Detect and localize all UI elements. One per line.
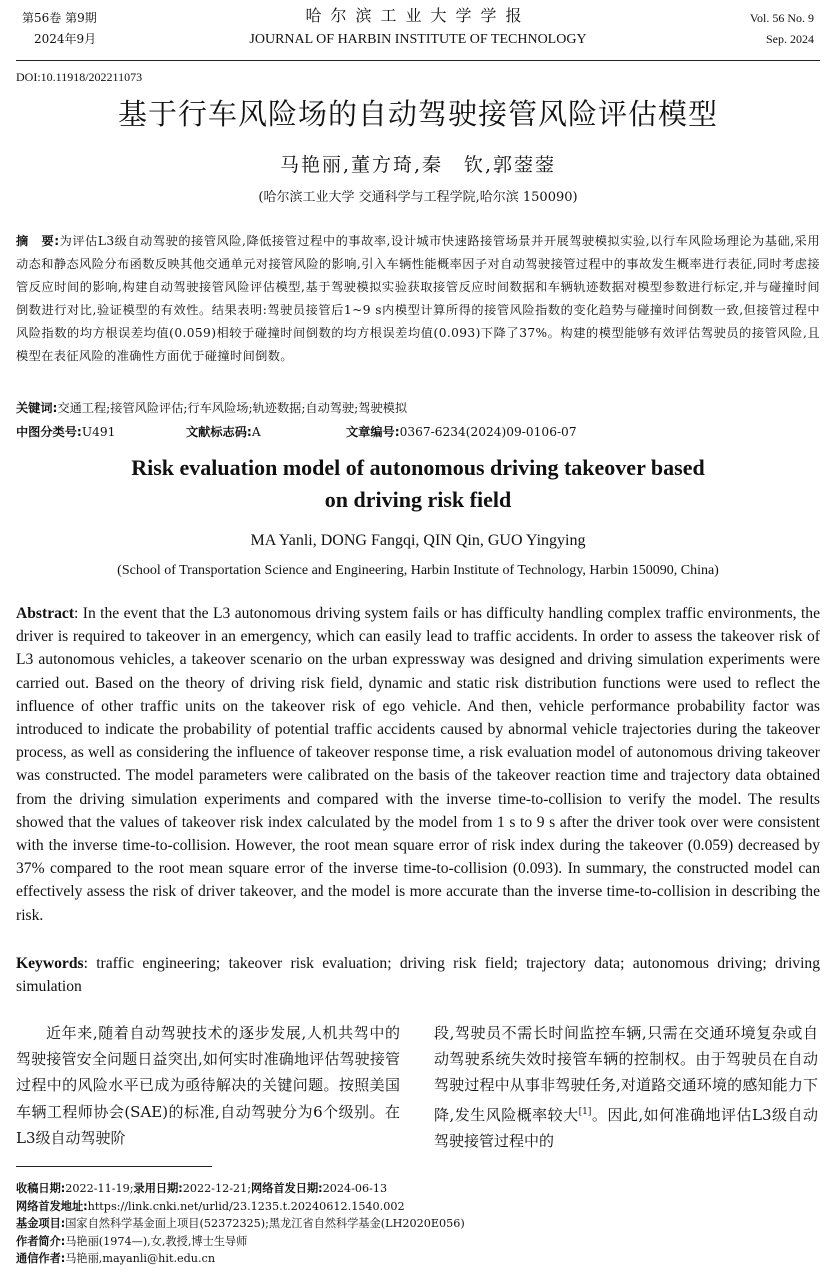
authors-cn: 马艳丽,董方琦,秦 钦,郭蓥蓥 bbox=[279, 154, 557, 176]
header-rule bbox=[16, 60, 820, 61]
body-right-text-b: 。因此,如何准确地评估L3级自动驾驶接管过程中的 bbox=[434, 1105, 818, 1150]
accepted-label: 录用日期: bbox=[133, 1182, 183, 1195]
keywords-cn bbox=[16, 398, 820, 418]
clc-number bbox=[16, 422, 115, 442]
journal-name-cn: 哈尔滨工业大学学报 bbox=[305, 6, 531, 25]
received-date: 2022-11-19; bbox=[65, 1182, 134, 1195]
journal-masthead bbox=[200, 5, 636, 53]
abstract-en-text: : In the event that the L3 autonomous driving system fails or has difficulty handling complex traffic environments, the driver is required to takeover in an emergency, which can easily lead to traffic accidents. In order to assess the takeover risk of L3 autonomous vehicles, a takeover scenario on the urban expressway was designed and driving simulation experiments were carried out. Based on the theory of driving risk field, dynamic and static risk distribution functions were used to reflect the influence of other traffic units on the takeover risk of ego vehicle. And then, vehicle performance probability factor was introduced to indicate the probability of potential traffic accidents caused by abnormal vehicle trajectories during the takeover process, as well as considering the influence of takeover response time, a risk evaluation model of autonomous driving takeover was constructed. The model parameters were calibrated on the basis of the takeover reaction time and trajectory data obtained from the driving simulation experiments and compared with the inverse time-to-collision to verify the model. The results showed that the values of takeover risk index calculated by the model from 1 s to 9 s after the driver took over were consistent with the inverse time-to-collision. However, the root mean square error of risk index during the takeover (0.059) decreased by 37% compared to the root mean square error of the inverse time-to-collision (0.093). In summary, the constructed model can effectively assess the risk of driver takeover, and the model is more accurate than the inverse time-to-collision in describing the risk. bbox=[16, 605, 820, 924]
online-date: 2024-06-13 bbox=[322, 1182, 388, 1195]
corresponding-text[interactable]: 马艳丽,mayanli@hit.edu.cn bbox=[65, 1252, 216, 1265]
volume-issue-cn: 第56卷 第9期 bbox=[22, 11, 97, 25]
affiliation-cn: (哈尔滨工业大学 交通科学与工程学院,哈尔滨 150090) bbox=[258, 190, 578, 205]
citation-ref[interactable]: [1] bbox=[578, 1106, 592, 1117]
keywords-en bbox=[16, 952, 820, 998]
doc-code-label: 文献标志码: bbox=[186, 425, 252, 439]
received-label: 收稿日期: bbox=[16, 1182, 66, 1195]
funding-text: 国家自然科学基金面上项目(52372325);黑龙江省自然科学基金(LH2020E056) bbox=[65, 1217, 465, 1230]
article-label: 文章编号: bbox=[346, 425, 400, 439]
journal-name-en: JOURNAL OF HARBIN INSTITUTE OF TECHNOLOGY bbox=[249, 32, 587, 47]
abstract-en-label: Abstract bbox=[16, 605, 75, 622]
article-number bbox=[346, 422, 577, 442]
bio-label: 作者简介: bbox=[16, 1234, 66, 1248]
corresponding-label: 通信作者: bbox=[16, 1252, 66, 1265]
article-value: 0367-6234(2024)09-0106-07 bbox=[399, 425, 577, 439]
doi[interactable]: DOI:10.11918/202211073 bbox=[16, 70, 143, 84]
title-en-line2: on driving risk field bbox=[324, 487, 512, 512]
keywords-en-text: : traffic engineering; takeover risk evaluation; driving risk field; trajectory data; autonomous driving; driving simulation bbox=[16, 955, 820, 996]
body-column-right bbox=[434, 1020, 818, 1154]
bio-text: 马艳丽(1974—),女,教授,博士生导师 bbox=[65, 1234, 248, 1248]
abstract-cn-label: 摘 要: bbox=[16, 234, 60, 248]
clc-label: 中图分类号: bbox=[16, 425, 82, 439]
abstract-cn-text: 为评估L3级自动驾驶的接管风险,降低接管过程中的事故率,设计城市快速路接管场景并开展驾驶模拟实验,以行车风险场理论为基础,采用动态和静态风险分布函数反映其他交通单元对接管风险的影响,引入车辆性能概率因子对自动驾驶接管过程中的事故发生概率进行表征,同时考虑接管反应时间的影响,构建自动驾驶接管风险评估模型,基于驾驶模拟实验获取接管反应时间数据和车辆轨迹数据对模型参数进行标定,并与碰撞时间倒数进行对比,验证模型的有效性。结果表明:驾驶员接管后1~9 s内模型计算所得的接管风险指数的变化趋势与碰撞时间倒数一致,但接管过程中风险指数的均方根误差均值(0.059)相较于碰撞时间倒数的均方根误差均值(0.093)下降了37%。构建的模型能够有效评估驾驶员的接管风险,且模型在表征风险的准确性方面优于碰撞时间倒数。 bbox=[16, 234, 820, 363]
body-right-text-a: 段,驾驶员不需长时间监控车辆,只需在交通环境复杂或自动驾驶系统失效时接管车辆的控制权。由于驾驶员在自动驾驶过程中从事非驾驶任务,对道路交通环境的感知能力下降,发生风险概率较大 bbox=[434, 1024, 818, 1124]
volume-issue-en: Vol. 56 No. 9 bbox=[749, 11, 814, 25]
keywords-en-label: Keywords bbox=[16, 955, 84, 972]
title-en bbox=[0, 452, 836, 516]
footnote-funding bbox=[16, 1215, 820, 1233]
date-cn: 2024年9月 bbox=[34, 32, 97, 46]
title-cn: 基于行车风险场的自动驾驶接管风险评估模型 bbox=[117, 97, 718, 131]
online-label: 网络首发日期: bbox=[251, 1182, 323, 1195]
footnotes bbox=[16, 1180, 820, 1268]
keywords-cn-label: 关键词: bbox=[16, 401, 58, 415]
online-url-link[interactable]: https://link.cnki.net/urlid/23.1235.t.20240612.1540.002 bbox=[87, 1199, 405, 1213]
footnote-url bbox=[16, 1198, 820, 1216]
accepted-date: 2022-12-21; bbox=[182, 1182, 252, 1195]
url-label: 网络首发地址: bbox=[16, 1199, 88, 1213]
clc-value: U491 bbox=[81, 425, 116, 439]
header-volume bbox=[22, 8, 97, 50]
doc-code-value: A bbox=[251, 425, 261, 439]
abstract-en bbox=[16, 602, 820, 927]
title-en-line1: Risk evaluation model of autonomous driving takeover based bbox=[131, 455, 705, 480]
footnote-dates bbox=[16, 1180, 820, 1198]
footnote-rule bbox=[16, 1166, 212, 1167]
footnote-author-bio bbox=[16, 1233, 820, 1251]
affiliation-en: (School of Transportation Science and Engineering, Harbin Institute of Technology, Harbin 150090, China) bbox=[117, 563, 719, 578]
body-column-left: 近年来,随着自动驾驶技术的逐步发展,人机共驾中的驾驶接管安全问题日益突出,如何实时准确地评估驾驶接管过程中的风险水平已成为亟待解决的关键问题。按照美国车辆工程师协会(SAE)的标准,自动驾驶分为6个级别。在L3级自动驾驶阶 bbox=[16, 1024, 400, 1147]
abstract-cn bbox=[16, 230, 820, 368]
document-code bbox=[186, 422, 261, 442]
footnote-corresponding bbox=[16, 1250, 820, 1268]
authors-en: MA Yanli, DONG Fangqi, QIN Qin, GUO Yingying bbox=[250, 532, 586, 549]
header-volume-en bbox=[750, 8, 814, 50]
date-en: Sep. 2024 bbox=[766, 32, 814, 46]
keywords-cn-text: 交通工程;接管风险评估;行车风险场;轨迹数据;自动驾驶;驾驶模拟 bbox=[57, 401, 408, 415]
funding-label: 基金项目: bbox=[16, 1217, 66, 1230]
